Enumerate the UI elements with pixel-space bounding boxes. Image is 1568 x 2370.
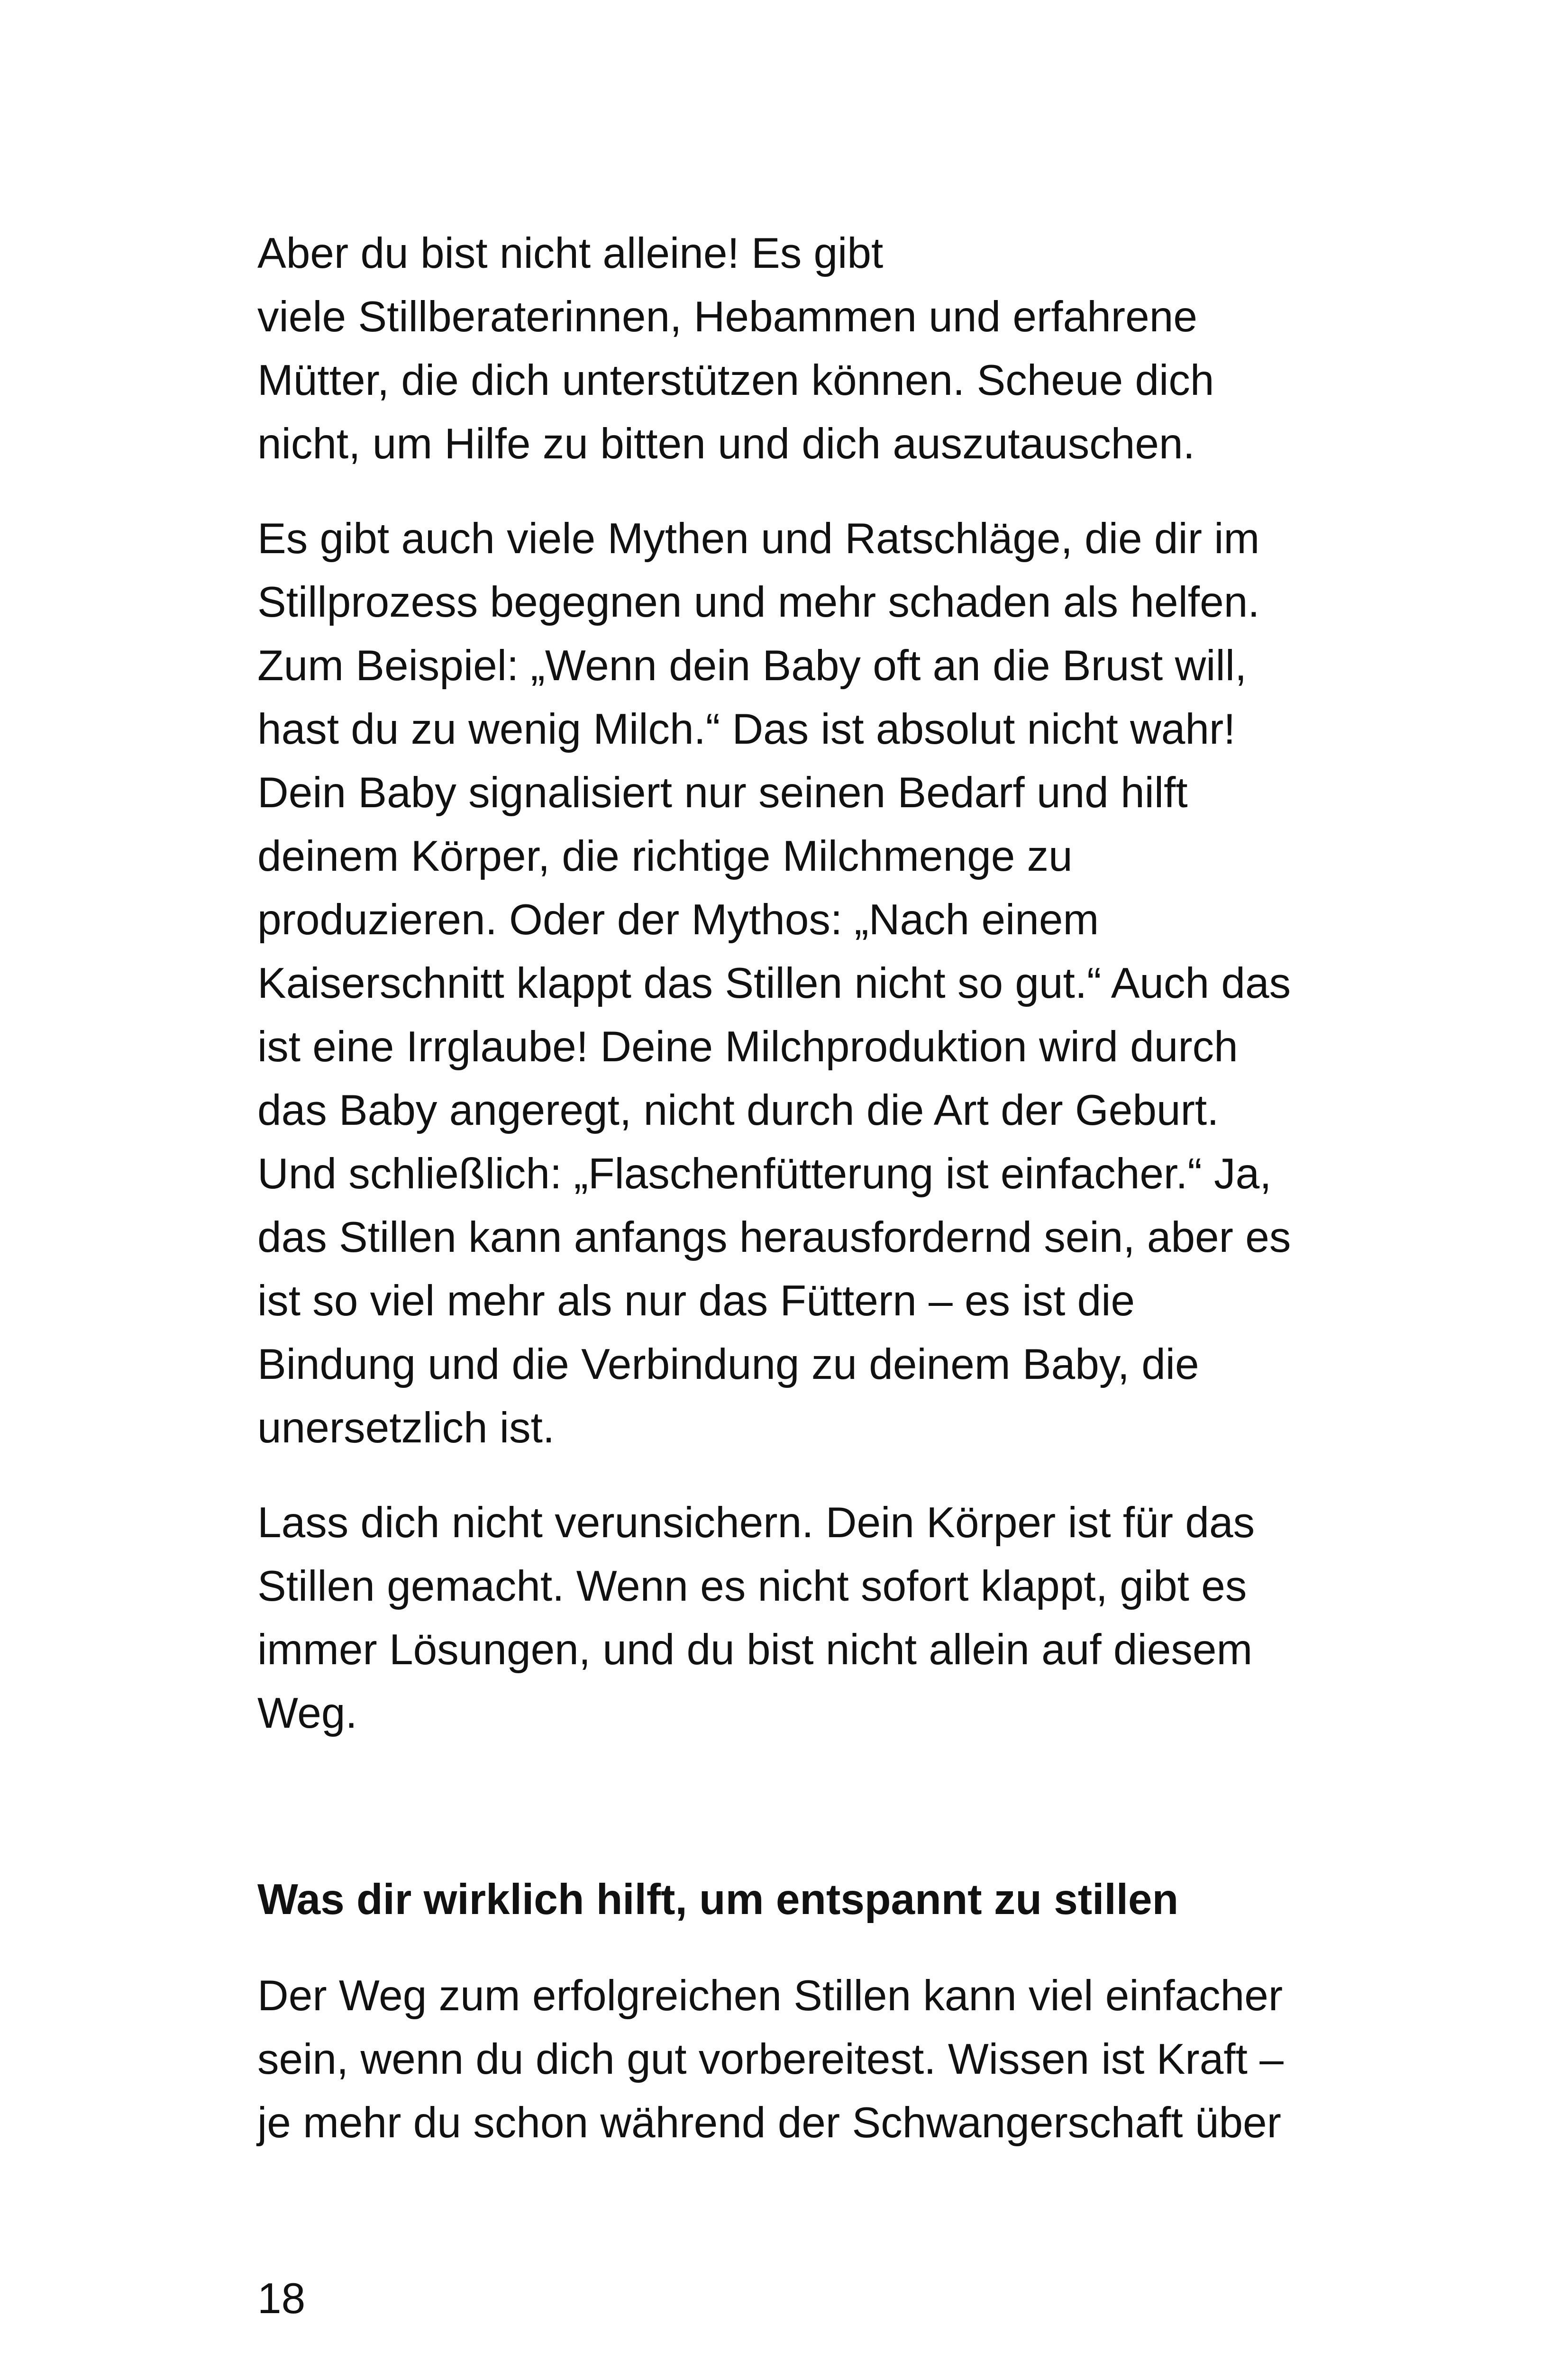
paragraph-1-line-2: viele Stillberaterinnen, Hebammen und erfahrene [257, 293, 1197, 341]
paragraph-2-line-8: Kaiserschnitt klappt das Stillen nicht so gut.“ Auch das [257, 959, 1291, 1007]
page-number: 18 [257, 2275, 306, 2323]
section-paragraph-line-3: je mehr du schon während der Schwangerschaft über [257, 2099, 1281, 2147]
paragraph-1-line-4: nicht, um Hilfe zu bitten und dich auszutauschen. [257, 420, 1195, 468]
paragraph-3-line-2: Stillen gemacht. Wenn es nicht sofort klappt, gibt es [257, 1562, 1247, 1610]
paragraph-2-line-2: Stillprozess begegnen und mehr schaden als helfen. [257, 578, 1260, 626]
paragraph-2-line-11: Und schließlich: „Flaschenfütterung ist einfacher.“ Ja, [257, 1150, 1272, 1198]
section-paragraph-line-2: sein, wenn du dich gut vorbereitest. Wissen ist Kraft – [257, 2035, 1284, 2083]
paragraph-2-line-1: Es gibt auch viele Mythen und Ratschläge, die dir im [257, 515, 1260, 563]
section-paragraph-line-1: Der Weg zum erfolgreichen Stillen kann viel einfacher [257, 1972, 1283, 2020]
paragraph-2-line-13: ist so viel mehr als nur das Füttern – es ist die [257, 1277, 1135, 1325]
paragraph-2-line-7: produzieren. Oder der Mythos: „Nach einem [257, 896, 1099, 944]
paragraph-2-line-5: Dein Baby signalisiert nur seinen Bedarf und hilft [257, 769, 1188, 817]
paragraph-2-line-12: das Stillen kann anfangs herausfordernd sein, aber es [257, 1213, 1291, 1261]
paragraph-1-line-3: Mütter, die dich unterstützen können. Scheue dich [257, 356, 1214, 404]
paragraph-2-line-9: ist eine Irrglaube! Deine Milchproduktion wird durch [257, 1023, 1238, 1071]
paragraph-2-line-10: das Baby angeregt, nicht durch die Art der Geburt. [257, 1086, 1219, 1134]
paragraph-1-line-1: Aber du bist nicht alleine! Es gibt [257, 229, 884, 277]
paragraph-2-line-4: hast du zu wenig Milch.“ Das ist absolut nicht wahr! [257, 705, 1236, 753]
paragraph-3-line-4: Weg. [257, 1689, 357, 1737]
section-heading: Was dir wirklich hilft, um entspannt zu stillen [257, 1876, 1179, 1923]
paragraph-3-line-3: immer Lösungen, und du bist nicht allein auf diesem [257, 1626, 1253, 1674]
paragraph-2-line-14: Bindung und die Verbindung zu deinem Baby, die [257, 1340, 1199, 1388]
paragraph-3-line-1: Lass dich nicht verunsichern. Dein Körper ist für das [257, 1499, 1255, 1547]
paragraph-2-line-6: deinem Körper, die richtige Milchmenge zu [257, 832, 1073, 880]
paragraph-2-line-3: Zum Beispiel: „Wenn dein Baby oft an die Brust will, [257, 642, 1247, 690]
paragraph-2-line-15: unersetzlich ist. [257, 1404, 555, 1452]
